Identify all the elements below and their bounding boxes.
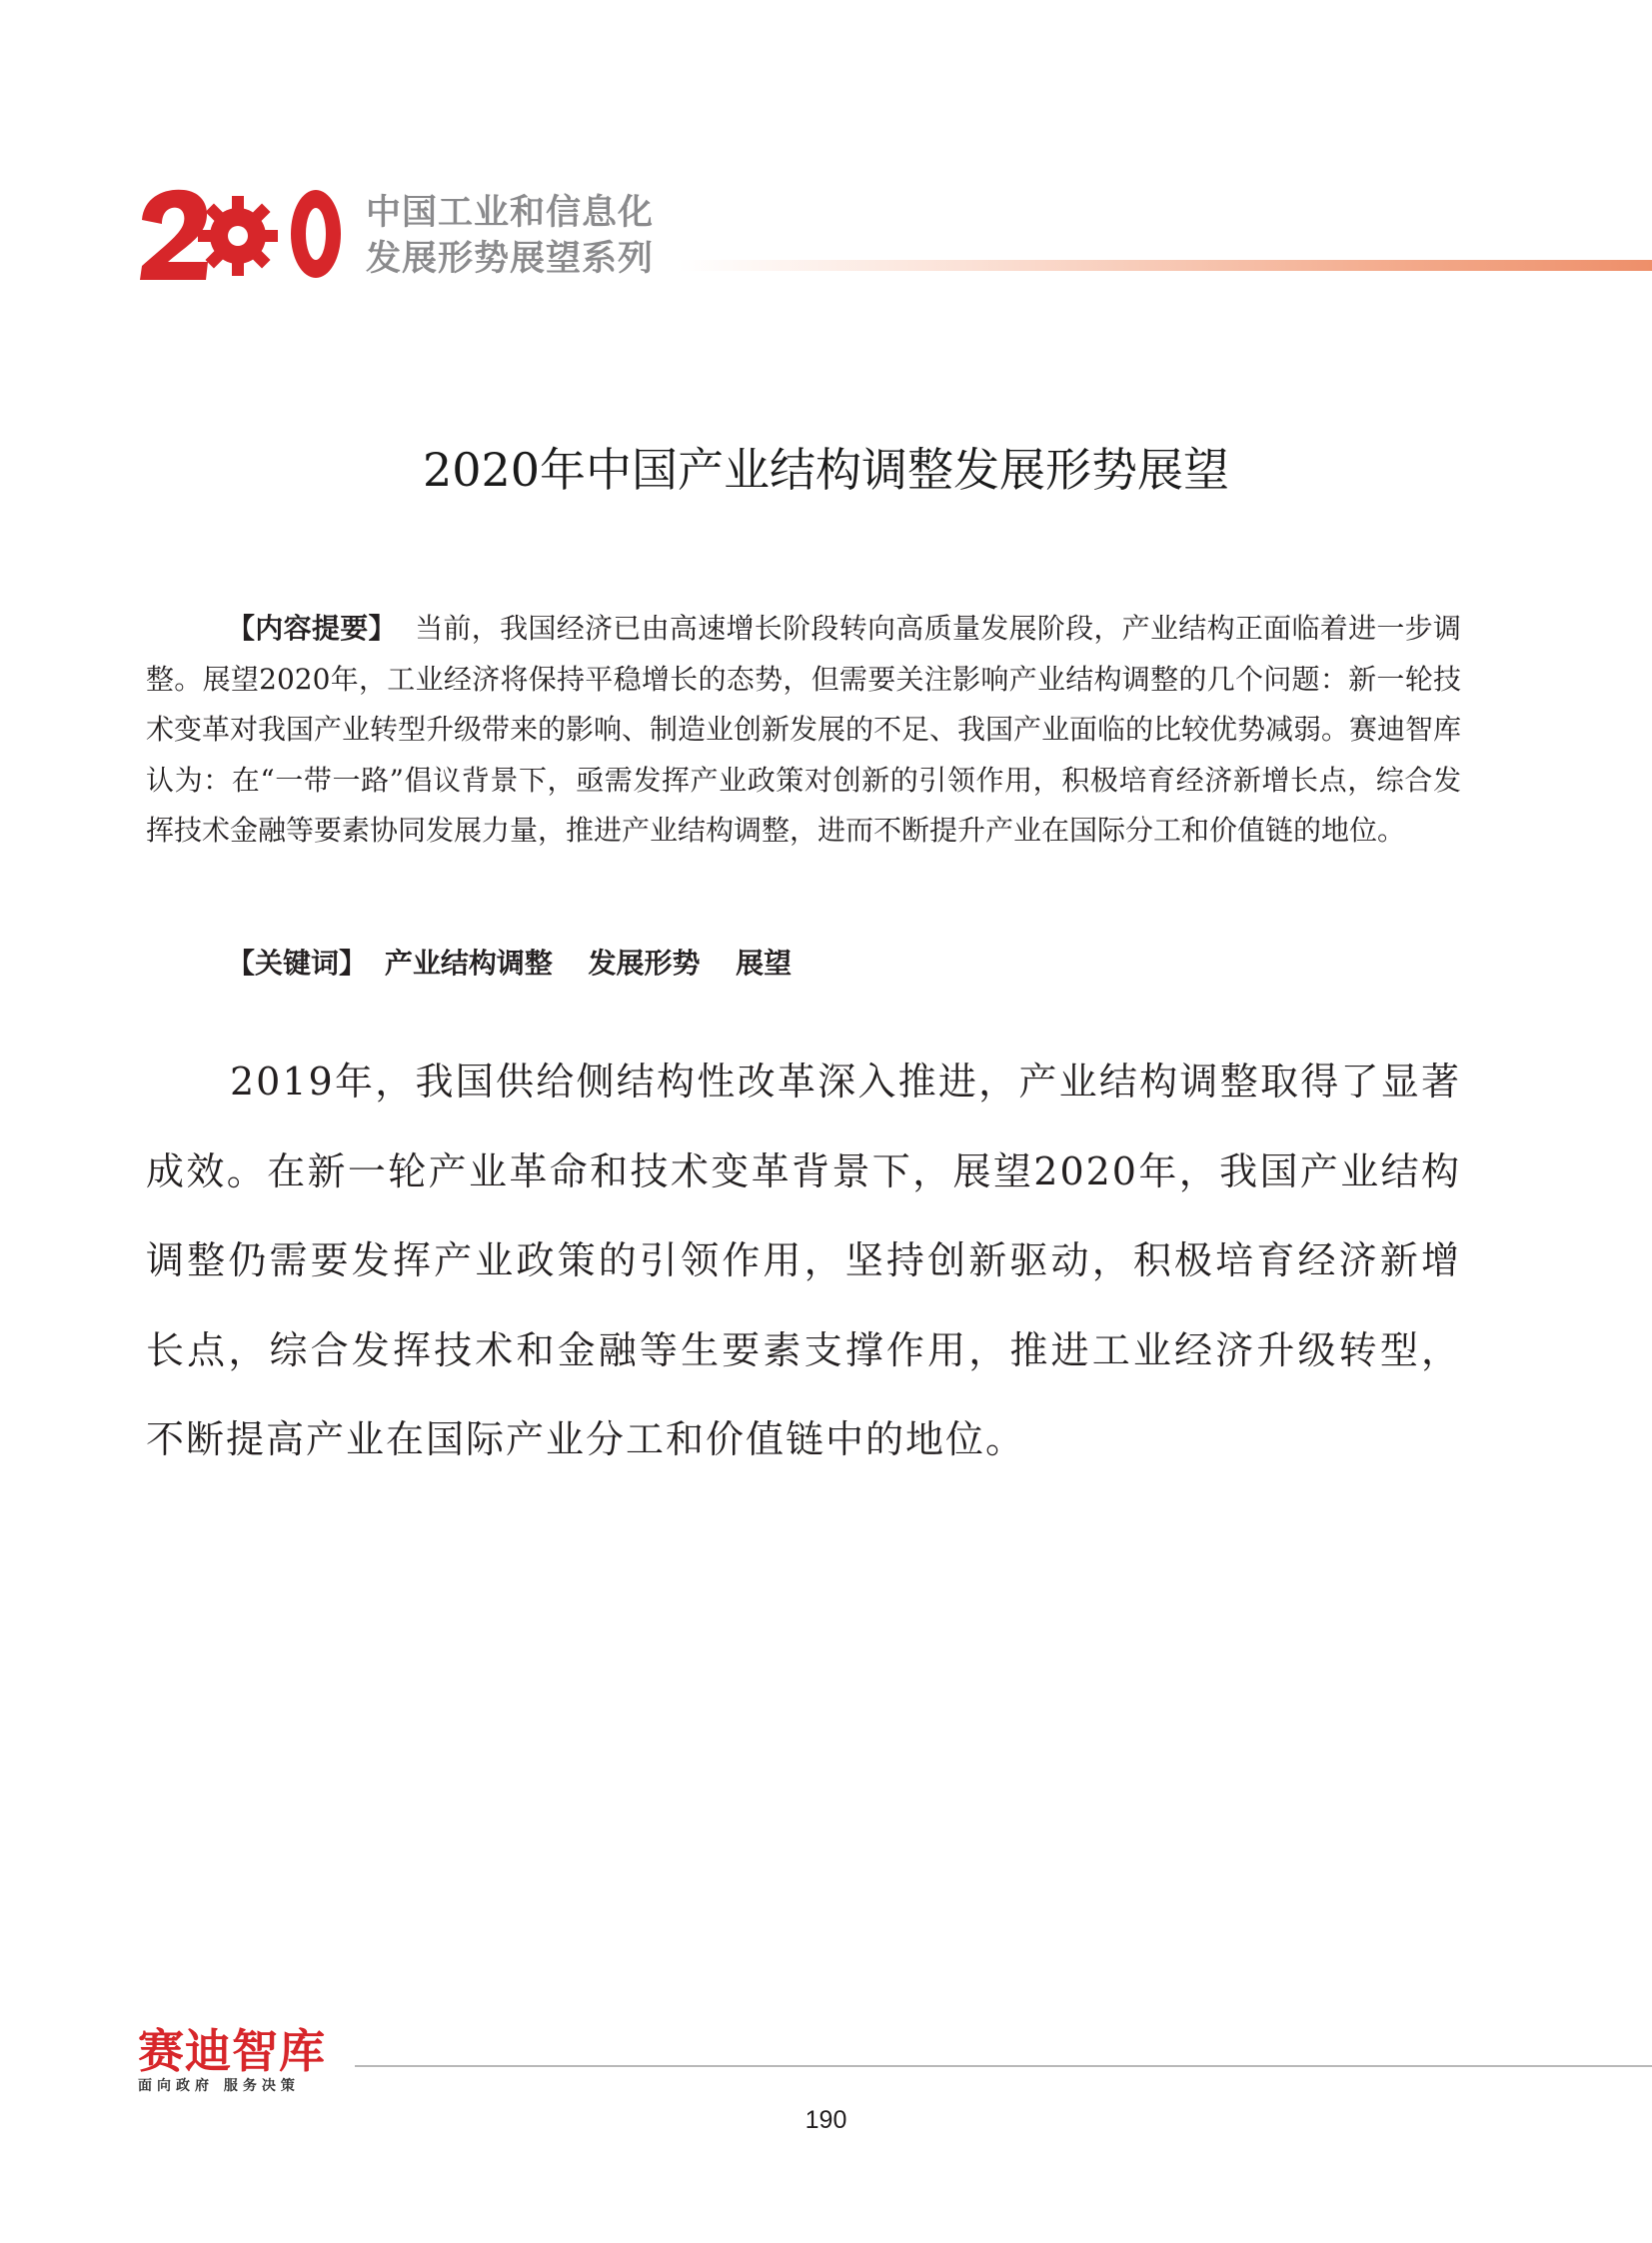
page-header: [138, 186, 1652, 286]
keyword-item: 发展形势: [588, 947, 701, 980]
series-title-line1: 中国工业和信息化: [366, 193, 655, 233]
document-title: 2020年中国产业结构调整发展形势展望: [422, 443, 1230, 497]
footer-logo-name: 赛迪智库: [138, 2024, 326, 2078]
footer-logo-slogan: 面向政府 服务决策: [138, 2078, 300, 2094]
logo-2020-gear-icon: [138, 186, 343, 282]
abstract: [146, 604, 1461, 857]
abstract-label: 【内容提要】: [227, 612, 397, 645]
series-title: [366, 190, 654, 282]
body-paragraph: 2019年，我国供给侧结构性改革深入推进，产业结构调整取得了显著成效。在新一轮产业革命和技术变革背景下，展望2020年，我国产业结构调整仍需要发挥产业政策的引领作用，坚持创新驱动，积极培育经济新增长点，综合发挥技术和金融等生要素支撑作用，推进工业经济升级转型，不断提高产业在国际产业分工和价值链中的地位。: [146, 1060, 1461, 1461]
keywords: [227, 944, 1426, 984]
series-title-line2: 发展形势展望系列: [366, 239, 655, 279]
footer-divider: [355, 2065, 1652, 2067]
header-gradient-bar: [678, 260, 1652, 271]
keyword-item: 展望: [736, 947, 793, 980]
footer-logo: [138, 2025, 348, 2095]
page-number: 190: [805, 2106, 847, 2134]
abstract-text: 当前，我国经济已由高速增长阶段转向高质量发展阶段，产业结构正面临着进一步调整。展望2020年，工业经济将保持平稳增长的态势，但需要关注影响产业结构调整的几个问题：新一轮技术变革对我国产业转型升级带来的影响、制造业创新发展的不足、我国产业面临的比较优势减弱。赛迪智库认为：在“一带一路”倡议背景下，亟需发挥产业政策对创新的引领作用，积极培育经济新增长点，综合发挥技术金融等要素协同发展力量，推进产业结构调整，进而不断提升产业在国际分工和价值链的地位。: [146, 612, 1462, 847]
keywords-label: 【关键词】: [227, 947, 368, 980]
keyword-item: 产业结构调整: [384, 947, 553, 980]
